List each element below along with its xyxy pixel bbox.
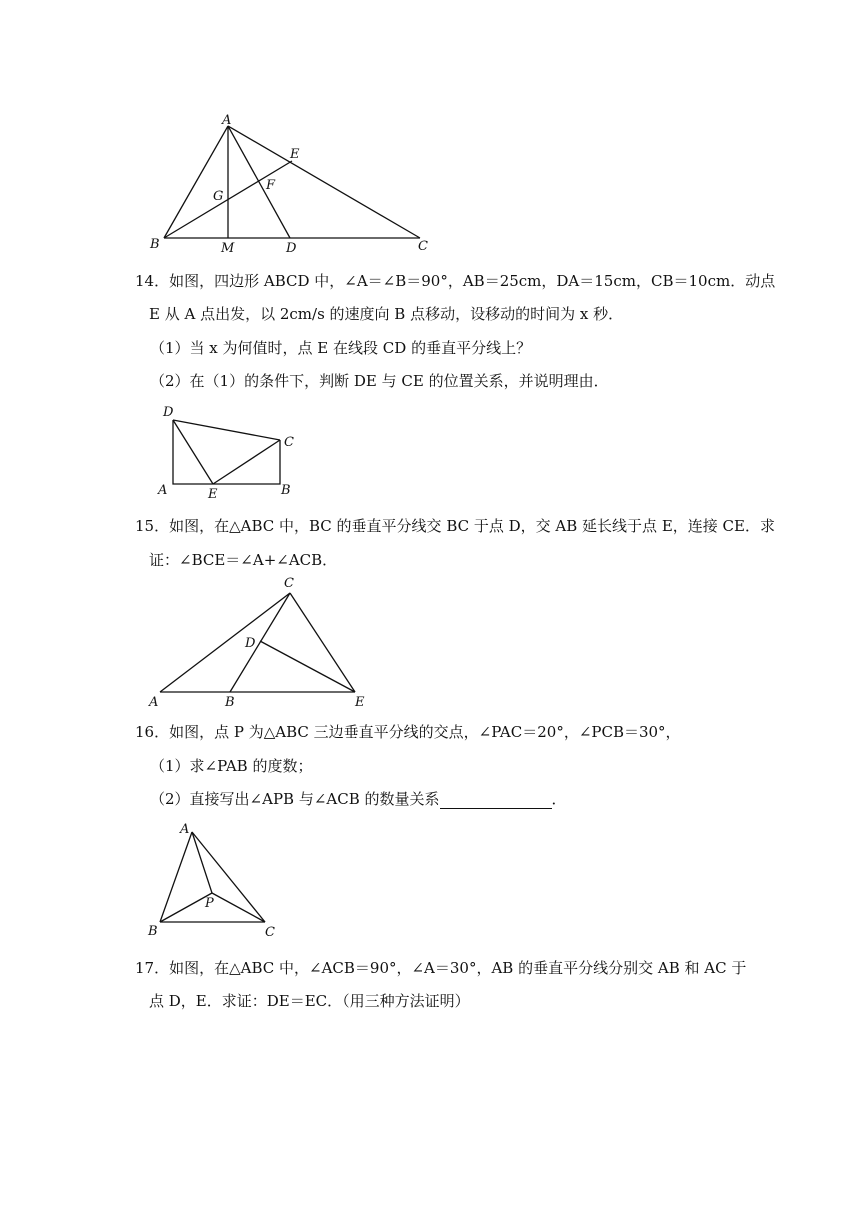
label-B: B — [148, 924, 158, 939]
q17-line2: 点 D，E．求证：DE＝EC．（用三种方法证明） — [149, 992, 470, 1010]
figure-q13 — [140, 110, 440, 255]
q16-sub2-end: ． — [551, 790, 567, 808]
q15-line1: 15．如图，在△ABC 中，BC 的垂直平分线交 BC 于点 D，交 AB 延长线于点 E，连接 CE．求 — [135, 517, 775, 535]
label-A: A — [149, 695, 159, 710]
label-P: P — [205, 896, 214, 911]
q14-sub2: （2）在（1）的条件下，判断 DE 与 CE 的位置关系，并说明理由． — [150, 372, 609, 390]
label-E: E — [355, 695, 365, 710]
q14-line2: E 从 A 点出发，以 2cm/s 的速度向 B 点移动，设移动的时间为 x 秒． — [149, 305, 624, 323]
q16-sub2-text: （2）直接写出∠APB 与∠ACB 的数量关系 — [150, 790, 440, 808]
figure-q15 — [140, 572, 380, 712]
q16-sub2 — [150, 789, 567, 809]
q15-line2: 证：∠BCE＝∠A+∠ACB． — [149, 551, 338, 569]
label-G: G — [213, 189, 224, 204]
figure-q16 — [140, 815, 290, 940]
label-D: D — [245, 636, 256, 651]
q14-line1: 14．如图，四边形 ABCD 中，∠A＝∠B＝90°，AB＝25cm，DA＝15cm，CB＝10cm．动点 — [135, 272, 776, 290]
label-C: C — [284, 435, 294, 450]
label-F: F — [266, 178, 276, 193]
q16-line1: 16．如图，点 P 为△ABC 三边垂直平分线的交点，∠PAC＝20°，∠PCB＝30°， — [135, 723, 681, 741]
label-C: C — [418, 239, 428, 254]
label-D: D — [286, 241, 297, 255]
label-M: M — [221, 241, 235, 255]
label-B: B — [150, 237, 160, 252]
label-D: D — [163, 405, 174, 420]
figure-q14 — [150, 400, 310, 500]
label-E: E — [290, 147, 300, 162]
q16-sub1: （1）求∠PAB 的度数； — [150, 757, 313, 775]
label-B: B — [281, 483, 291, 498]
label-E: E — [208, 487, 218, 500]
label-C: C — [265, 925, 275, 940]
label-B: B — [225, 695, 235, 710]
label-A: A — [180, 822, 190, 837]
answer-blank — [440, 792, 552, 809]
label-C: C — [284, 576, 294, 591]
label-A: A — [222, 113, 232, 128]
label-A: A — [158, 483, 168, 498]
q14-sub1: （1）当 x 为何值时，点 E 在线段 CD 的垂直平分线上？ — [150, 339, 532, 357]
q17-line1: 17．如图，在△ABC 中，∠ACB＝90°，∠A＝30°，AB 的垂直平分线分别交 AB 和 AC 于 — [135, 959, 747, 977]
